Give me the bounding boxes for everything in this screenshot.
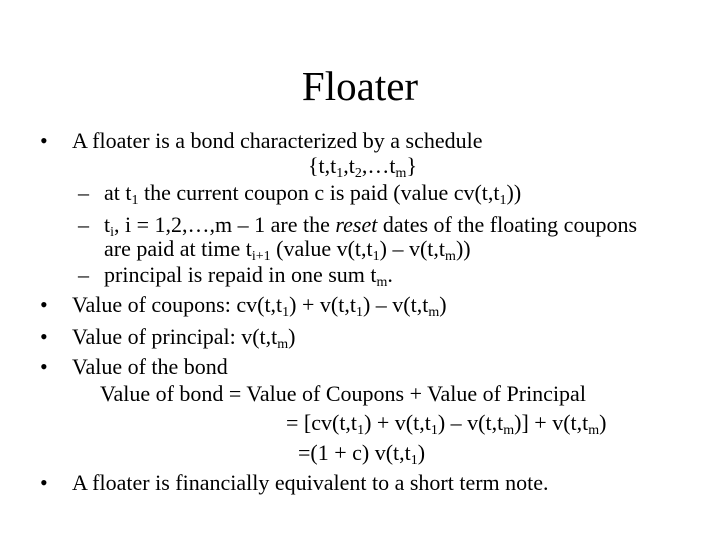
formula-value-of-bond: Value of bond = Value of Coupons + Value of Principal xyxy=(100,381,586,406)
bullet-text-floater-definition: A floater is a bond characterized by a schedule xyxy=(72,128,483,153)
subbullet-current-coupon: at $t_1$ the current coupon c is paid (value $cv(t,t_1)$) xyxy=(104,180,522,208)
subbullet-reset-dates-continued: are paid at time $t_{i+1}$ (value $v(t,t_1) - v(t,t_m)$) xyxy=(104,236,471,264)
bullet-text-value-of-bond: Value of the bond xyxy=(72,354,228,379)
bullet-text-value-of-coupons: Value of coupons: $cv(t,t_1) + v(t,t_1) - v(t,t_m)$ xyxy=(72,292,447,320)
dash-marker: – xyxy=(78,180,89,205)
dash-marker: – xyxy=(78,212,89,237)
bullet-text-value-of-principal: Value of principal: $v(t,t_m)$ xyxy=(72,324,296,352)
slide-title: Floater xyxy=(301,63,419,109)
subbullet-reset-dates: $t_i$, i = 1,2,…,m – 1 are the reset dates of the floating coupons xyxy=(104,212,638,240)
dash-marker: – xyxy=(78,262,89,287)
bullet-marker: • xyxy=(40,128,48,153)
bullet-text-short-term-note: A floater is financially equivalent to a short term note. xyxy=(72,470,549,495)
bullet-marker: • xyxy=(40,324,48,349)
subbullet-principal-repaid: principal is repaid in one sum $t_m$. xyxy=(104,262,393,290)
formula-simplified: =(1 + c) $v(t,t_1)$ xyxy=(298,440,426,468)
schedule-set: $\{t,t_1,t_2,\dots t_m\}$ xyxy=(308,153,417,181)
bullet-marker: • xyxy=(40,354,48,379)
formula-expansion: = $[cv(t,t_1) + v(t,t_1) - v(t,t_m)] + v(t,t_m)$ xyxy=(286,410,607,438)
bullet-marker: • xyxy=(40,470,48,495)
bullet-marker: • xyxy=(40,292,48,317)
